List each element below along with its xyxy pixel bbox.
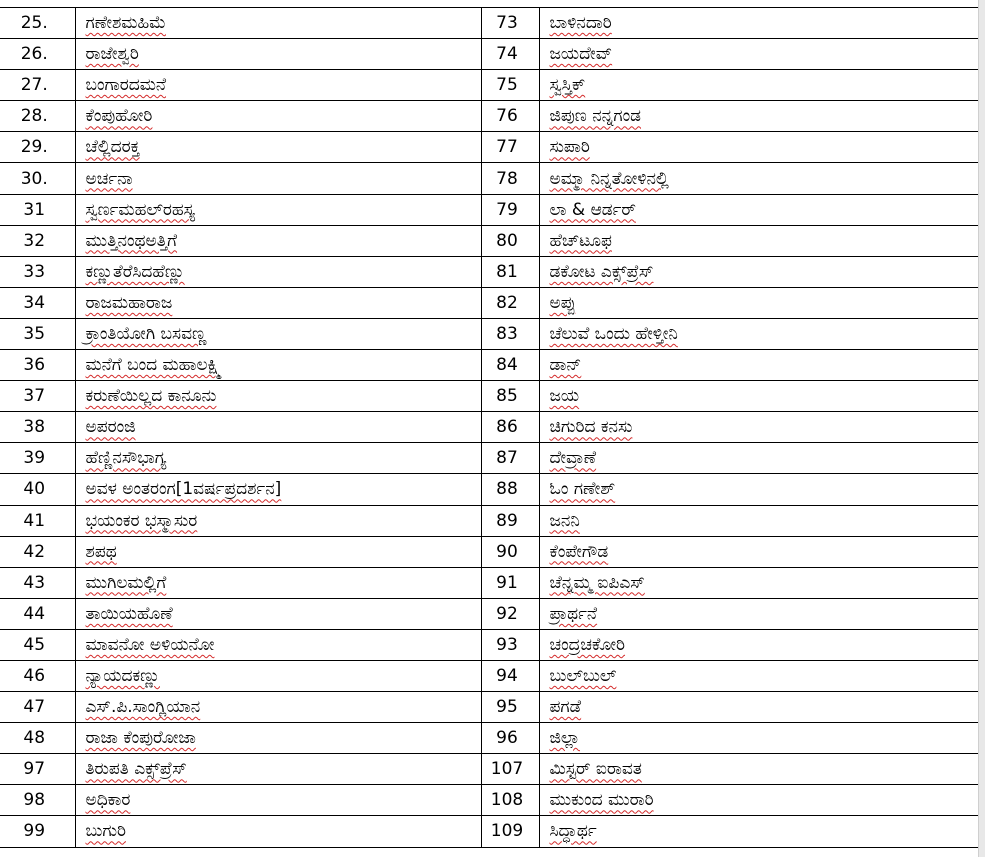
film-title-left: ಶಪಥ (85, 541, 117, 562)
film-title-left: ಭಯಂಕರ ಭಸ್ಮಾಸುರ (85, 510, 198, 531)
film-title-right: ಜಿಪುಣ ನನ್ನಗಂಡ (549, 106, 641, 127)
film-title-left-cell (75, 287, 481, 318)
film-title-right: ಮಿಸ್ಟರ್ ಐರಾವತ (549, 759, 642, 780)
row-number-right-cell: 76 (481, 101, 539, 132)
film-title-left: ರಾಜಮಹಾರಾಜ (85, 292, 173, 313)
film-title-left: ಹೆಣ್ಣಿನಸೌಭಾಗ್ಯ (85, 448, 167, 469)
row-number-right-cell: 109 (481, 816, 539, 847)
film-title-left-cell (75, 660, 481, 691)
film-title-right-cell (539, 8, 978, 39)
film-title-right: ಓಂ ಗಣೇಶ್ (549, 479, 616, 500)
table-row (0, 70, 978, 101)
film-title-right-cell (539, 194, 978, 225)
table-row (0, 474, 978, 505)
film-title-right-cell (539, 318, 978, 349)
table-row (0, 132, 978, 163)
row-number-right-cell: 85 (481, 381, 539, 412)
film-title-right-cell (539, 163, 978, 194)
film-title-left: ಅಪರಂಜಿ (85, 417, 136, 438)
film-title-right: ಚಿಗುರಿದ ಕನಸು (549, 417, 633, 438)
film-title-right: ಕೆಂಪೇಗೌಡ (549, 541, 609, 562)
row-number-left-cell: 42 (0, 536, 75, 567)
row-number-left-cell: 97 (0, 754, 75, 785)
film-title-left: ಕರುಣೆಯಿಲ್ಲದ ಕಾನೂನು (85, 386, 217, 407)
table-row (0, 723, 978, 754)
table-row (0, 256, 978, 287)
film-title-left: ಮುಗಿಲಮಲ್ಲಿಗೆ (85, 572, 167, 593)
table-row (0, 163, 978, 194)
row-number-left-cell: 37 (0, 381, 75, 412)
film-title-right: ಲಾ & ಆರ್ಡರ್ (549, 199, 636, 220)
film-title-right: ಸುಪಾರಿ (549, 137, 590, 158)
row-number-left-cell: 47 (0, 692, 75, 723)
row-number-right-cell: 86 (481, 412, 539, 443)
film-list-body (0, 8, 978, 848)
film-title-left-cell (75, 692, 481, 723)
film-title-right: ಜಿಲ್ಲಾ (549, 728, 580, 749)
film-title-right-cell (539, 567, 978, 598)
row-number-left-cell: 30. (0, 163, 75, 194)
row-number-left-cell: 99 (0, 816, 75, 847)
row-number-right-cell: 88 (481, 474, 539, 505)
row-number-right-cell: 75 (481, 70, 539, 101)
row-number-right-cell: 74 (481, 39, 539, 70)
film-title-left-cell (75, 474, 481, 505)
row-number-right-cell: 81 (481, 256, 539, 287)
film-title-right-cell (539, 629, 978, 660)
film-title-right: ಹೆಚ್‌ಟೂಫ (549, 230, 612, 251)
table-row (0, 8, 978, 39)
film-title-left: ರಾಜಾ ಕೆಂಪುರೋಜಾ (85, 728, 196, 749)
film-title-left-cell (75, 598, 481, 629)
table-row (0, 505, 978, 536)
row-number-right-cell: 108 (481, 785, 539, 816)
row-number-right-cell: 83 (481, 318, 539, 349)
row-number-left-cell: 31 (0, 194, 75, 225)
row-number-left-cell: 45 (0, 629, 75, 660)
film-title-left: ಅವಳ ಅಂತರಂಗ[1ವರ್ಷಪ್ರದರ್ಶನ] (85, 479, 282, 500)
film-title-left-cell (75, 567, 481, 598)
table-row (0, 754, 978, 785)
film-title-right-cell (539, 660, 978, 691)
film-title-right: ಸಿದ್ಧಾರ್ಥ (549, 821, 597, 842)
row-number-right-cell: 87 (481, 443, 539, 474)
film-title-left-cell (75, 412, 481, 443)
film-title-right-cell (539, 287, 978, 318)
film-title-right: ಅಮ್ಮಾ ನಿನ್ನತೋಳಿನಲ್ಲಿ (549, 168, 669, 189)
row-number-left-cell: 41 (0, 505, 75, 536)
film-title-right-cell (539, 754, 978, 785)
film-title-right-cell (539, 132, 978, 163)
film-title-left: ಮನೆಗೆ ಬಂದ ಮಹಾಲಕ್ಷ್ಮಿ (85, 355, 222, 376)
film-title-right: ಸ್ವಸ್ತಿಕ್ (549, 75, 586, 96)
film-title-left-cell (75, 723, 481, 754)
film-title-left-cell (75, 350, 481, 381)
row-number-left-cell: 28. (0, 101, 75, 132)
row-number-right-cell: 91 (481, 567, 539, 598)
film-title-left-cell (75, 505, 481, 536)
table-row (0, 692, 978, 723)
table-row (0, 536, 978, 567)
row-number-right-cell: 107 (481, 754, 539, 785)
row-number-left-cell: 38 (0, 412, 75, 443)
film-title-left-cell (75, 816, 481, 847)
film-title-right: ಚಂದ್ರಚಕೋರಿ (549, 634, 626, 655)
row-number-right-cell: 84 (481, 350, 539, 381)
row-number-right-cell: 90 (481, 536, 539, 567)
film-title-left-cell (75, 443, 481, 474)
film-title-right: ಜಯದೇವ್ (549, 44, 613, 65)
film-title-right: ಪ್ರಾರ್ಥನೆ (549, 603, 598, 624)
row-number-left-cell: 26. (0, 39, 75, 70)
film-title-left: ನ್ಯಾಯದಕಣ್ಣು (85, 666, 160, 687)
table-row (0, 194, 978, 225)
row-number-left-cell: 33 (0, 256, 75, 287)
film-title-left: ತಿರುಪತಿ ಎಕ್ಸ್‌ಪ್ರೆಸ್ (85, 759, 187, 780)
table-row (0, 287, 978, 318)
film-title-right-cell (539, 70, 978, 101)
row-number-right-cell: 96 (481, 723, 539, 754)
window-edge (978, 0, 985, 857)
film-title-right: ಡಾನ್ (549, 355, 582, 376)
film-title-left: ಅರ್ಚನಾ (85, 168, 133, 189)
film-title-right-cell (539, 101, 978, 132)
table-row (0, 785, 978, 816)
row-number-right-cell: 78 (481, 163, 539, 194)
film-title-right-cell (539, 443, 978, 474)
film-title-left-cell (75, 381, 481, 412)
row-number-left-cell: 36 (0, 350, 75, 381)
film-title-left: ಎಸ್.ಪಿ.ಸಾಂಗ್ಲಿಯಾನ (85, 697, 201, 718)
film-title-left-cell (75, 225, 481, 256)
table-row (0, 660, 978, 691)
film-title-left: ಮಾವನೋ ಅಳಿಯನೋ (85, 634, 215, 655)
row-number-left-cell: 25. (0, 8, 75, 39)
row-number-right-cell: 77 (481, 132, 539, 163)
film-title-right: ಡಕೋಟ ಎಕ್ಸ್‌ಪ್ರೆಸ್ (549, 261, 654, 282)
film-title-left-cell (75, 318, 481, 349)
table-row (0, 39, 978, 70)
row-number-right-cell: 73 (481, 8, 539, 39)
film-title-left: ಚೆಲ್ಲಿದರಕ್ತ (85, 137, 140, 158)
row-number-left-cell: 98 (0, 785, 75, 816)
film-title-right: ಬುಲ್‌ಬುಲ್ (549, 666, 617, 687)
film-title-right-cell (539, 723, 978, 754)
film-title-left: ಸ್ವರ್ಣಮಹಲ್‌ರಹಸ್ಯ (85, 199, 196, 220)
film-title-right: ಚೆನ್ನಮ್ಮ ಐಪಿಎಸ್ (549, 572, 645, 593)
film-title-right: ಅಪ್ಪು (549, 292, 576, 313)
film-title-right-cell (539, 598, 978, 629)
film-title-right: ಚೆಲುವೆ ಒಂದು ಹೇಳ್ತೀನಿ (549, 323, 678, 344)
film-title-right-cell (539, 692, 978, 723)
film-title-left: ತಾಯಿಯಹೊಣೆ (85, 603, 173, 624)
row-number-right-cell: 82 (481, 287, 539, 318)
film-title-right-cell (539, 381, 978, 412)
film-title-left: ಮುತ್ತಿನಂಥಅತ್ತಿಗೆ (85, 230, 178, 251)
film-title-left-cell (75, 8, 481, 39)
film-title-right-cell (539, 225, 978, 256)
row-number-right-cell: 80 (481, 225, 539, 256)
row-number-left-cell: 44 (0, 598, 75, 629)
table-row (0, 567, 978, 598)
row-number-left-cell: 46 (0, 660, 75, 691)
row-number-right-cell: 92 (481, 598, 539, 629)
table-row (0, 381, 978, 412)
row-number-left-cell: 34 (0, 287, 75, 318)
row-number-right-cell: 94 (481, 660, 539, 691)
film-title-right: ದೇವ್ರಾಣೆ (549, 448, 597, 469)
table-row (0, 101, 978, 132)
film-title-left-cell (75, 194, 481, 225)
film-title-left: ಬುಗುರಿ (85, 821, 126, 842)
row-number-left-cell: 43 (0, 567, 75, 598)
row-number-left-cell: 48 (0, 723, 75, 754)
film-title-left-cell (75, 754, 481, 785)
film-title-right-cell (539, 785, 978, 816)
row-number-left-cell: 29. (0, 132, 75, 163)
film-title-right: ಜನನಿ (549, 510, 580, 531)
film-title-right-cell (539, 39, 978, 70)
film-title-right: ಬಾಳಿನದಾರಿ (549, 13, 612, 34)
film-title-right-cell (539, 350, 978, 381)
film-title-right-cell (539, 816, 978, 847)
film-title-left-cell (75, 536, 481, 567)
film-title-right-cell (539, 505, 978, 536)
film-title-left-cell (75, 256, 481, 287)
row-number-left-cell: 39 (0, 443, 75, 474)
film-title-left-cell (75, 163, 481, 194)
table-row (0, 225, 978, 256)
film-title-left: ಬಂಗಾರದಮನೆ (85, 75, 167, 96)
film-title-left: ರಾಜೇಶ್ವರಿ (85, 44, 139, 65)
film-list-table (0, 7, 979, 848)
film-title-left-cell (75, 39, 481, 70)
row-number-left-cell: 40 (0, 474, 75, 505)
film-title-left-cell (75, 785, 481, 816)
film-title-right: ಮುಕುಂದ ಮುರಾರಿ (549, 790, 654, 811)
film-title-left: ಕಣ್ಣುತೆರೆಸಿದಹೆಣ್ಣು (85, 261, 185, 282)
film-title-left-cell (75, 101, 481, 132)
film-title-right: ಜಯ (549, 386, 580, 407)
film-title-left-cell (75, 70, 481, 101)
film-title-right-cell (539, 412, 978, 443)
film-title-right-cell (539, 536, 978, 567)
row-number-left-cell: 27. (0, 70, 75, 101)
row-number-left-cell: 32 (0, 225, 75, 256)
table-row (0, 350, 978, 381)
film-title-right: ಪಗಡೆ (549, 697, 582, 718)
table-row (0, 598, 978, 629)
film-title-left-cell (75, 132, 481, 163)
row-number-right-cell: 93 (481, 629, 539, 660)
film-title-left: ಕೆಂಪುಹೋರಿ (85, 106, 153, 127)
table-row (0, 816, 978, 847)
row-number-left-cell: 35 (0, 318, 75, 349)
table-row (0, 629, 978, 660)
row-number-right-cell: 79 (481, 194, 539, 225)
film-title-right-cell (539, 256, 978, 287)
row-number-right-cell: 89 (481, 505, 539, 536)
film-title-left: ಗಣೇಶಮಹಿಮೆ (85, 13, 166, 34)
film-title-left-cell (75, 629, 481, 660)
film-title-left: ಅಧಿಕಾರ (85, 790, 131, 811)
table-row (0, 318, 978, 349)
table-row (0, 443, 978, 474)
table-row (0, 412, 978, 443)
row-number-right-cell: 95 (481, 692, 539, 723)
film-title-right-cell (539, 474, 978, 505)
film-title-left: ಕ್ರಾಂತಿಯೋಗಿ ಬಸವಣ್ಣ (85, 323, 207, 344)
